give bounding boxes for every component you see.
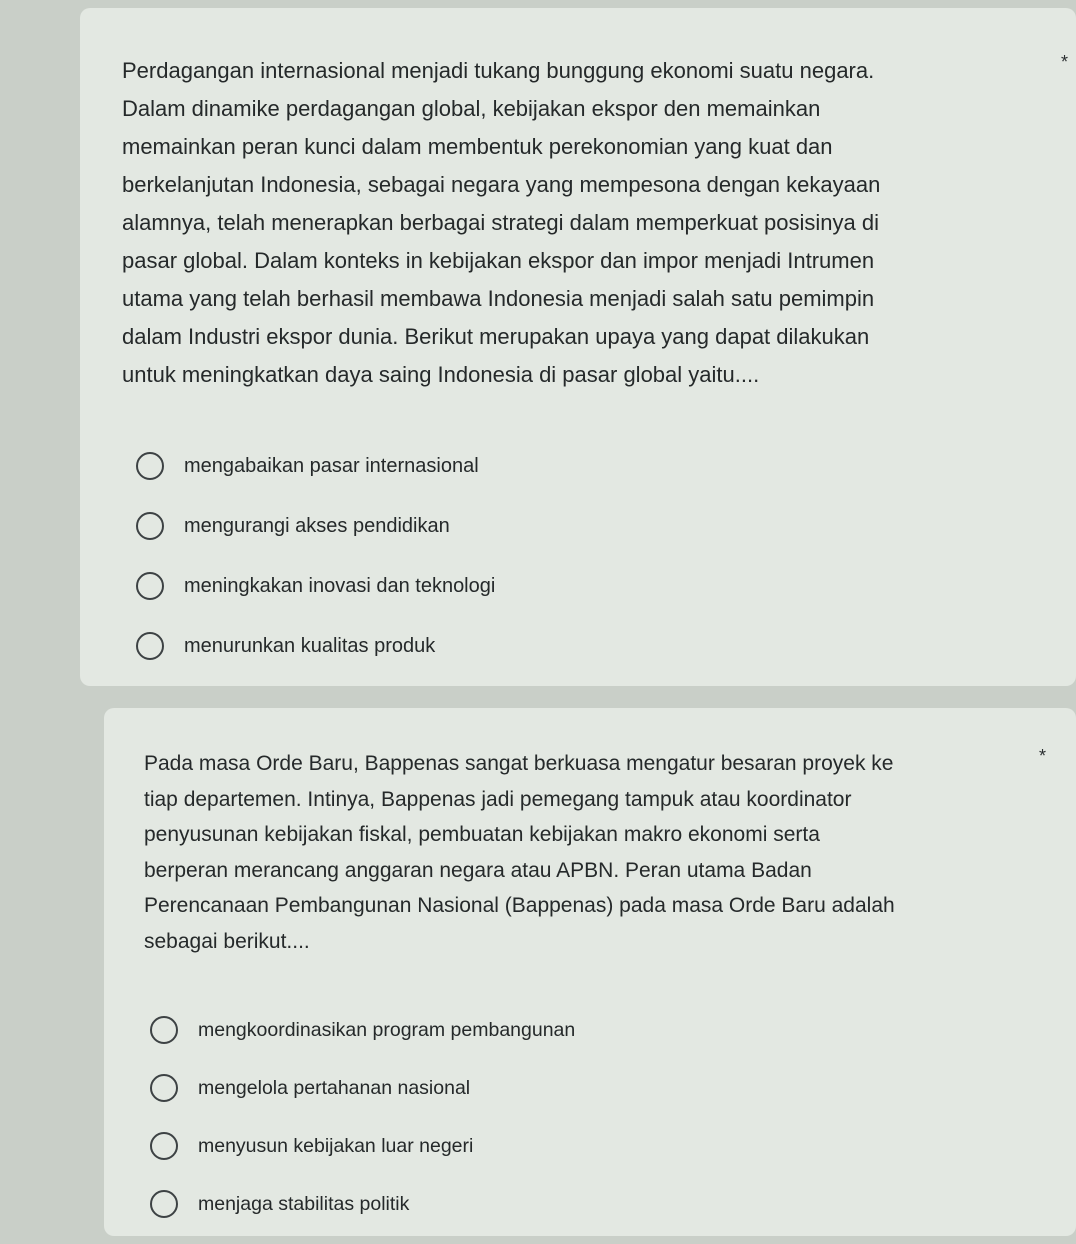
answer-option[interactable] bbox=[122, 436, 986, 496]
question-line: Dalam dinamike perdagangan global, kebijakan ekspor den memainkan bbox=[122, 96, 821, 121]
question-line: Pada masa Orde Baru, Bappenas sangat berkuasa mengatur besaran proyek ke bbox=[144, 752, 894, 775]
question-card-1 bbox=[80, 8, 1076, 686]
required-marker: * bbox=[1060, 52, 1068, 72]
answer-option[interactable] bbox=[144, 1001, 1006, 1059]
radio-button[interactable] bbox=[150, 1016, 178, 1044]
question-line: berperan merancang anggaran negara atau APBN. Peran utama Badan bbox=[144, 858, 812, 882]
question-text bbox=[144, 746, 1006, 959]
question-line: tiap departemen. Intinya, Bappenas jadi pemegang tampuk atau koordinator bbox=[144, 787, 852, 811]
answer-option[interactable] bbox=[122, 496, 986, 556]
question-line: sebagai berikut.... bbox=[144, 929, 310, 953]
option-label: meningkakan inovasi dan teknologi bbox=[184, 574, 496, 597]
option-label: mengurangi akses pendidikan bbox=[184, 514, 450, 537]
answer-options bbox=[122, 436, 986, 676]
radio-button[interactable] bbox=[136, 572, 164, 600]
radio-button[interactable] bbox=[150, 1132, 178, 1160]
question-line: pasar global. Dalam konteks in kebijakan ekspor dan impor menjadi Intrumen bbox=[122, 248, 875, 273]
question-line: penyusunan kebijakan fiskal, pembuatan kebijakan makro ekonomi serta bbox=[144, 823, 820, 846]
answer-option[interactable] bbox=[144, 1175, 1006, 1233]
radio-button[interactable] bbox=[136, 632, 164, 660]
answer-option[interactable] bbox=[144, 1059, 1006, 1117]
radio-button[interactable] bbox=[150, 1074, 178, 1102]
answer-option[interactable] bbox=[122, 616, 986, 676]
option-label: mengabaikan pasar internasional bbox=[184, 454, 479, 477]
radio-button[interactable] bbox=[136, 452, 164, 480]
question-line: utama yang telah berhasil membawa Indonesia menjadi salah satu pemimpin bbox=[122, 286, 875, 311]
option-label: menyusun kebijakan luar negeri bbox=[198, 1134, 474, 1157]
option-label: mengelola pertahanan nasional bbox=[198, 1076, 471, 1099]
question-card-2 bbox=[104, 708, 1076, 1236]
question-text bbox=[122, 52, 986, 394]
question-line: alamnya, telah menerapkan berbagai strategi dalam memperkuat posisinya di bbox=[122, 210, 879, 235]
option-label: menurunkan kualitas produk bbox=[184, 634, 436, 657]
option-label: menjaga stabilitas politik bbox=[198, 1192, 410, 1215]
answer-option[interactable] bbox=[144, 1117, 1006, 1175]
answer-option[interactable] bbox=[122, 556, 986, 616]
answer-options bbox=[144, 1001, 1006, 1233]
question-line: dalam Industri ekspor dunia. Berikut merupakan upaya yang dapat dilakukan bbox=[122, 324, 870, 349]
radio-button[interactable] bbox=[136, 512, 164, 540]
question-line: berkelanjutan Indonesia, sebagai negara yang mempesona dengan kekayaan bbox=[122, 172, 881, 197]
option-label: mengkoordinasikan program pembangunan bbox=[198, 1018, 576, 1041]
required-marker: * bbox=[1038, 746, 1046, 766]
question-line: untuk meningkatkan daya saing Indonesia di pasar global yaitu.... bbox=[122, 362, 760, 387]
question-line: memainkan peran kunci dalam membentuk perekonomian yang kuat dan bbox=[122, 134, 833, 159]
question-line: Perencanaan Pembangunan Nasional (Bappenas) pada masa Orde Baru adalah bbox=[144, 894, 895, 917]
radio-button[interactable] bbox=[150, 1190, 178, 1218]
question-line: Perdagangan internasional menjadi tukang bunggung ekonomi suatu negara. bbox=[122, 58, 875, 83]
